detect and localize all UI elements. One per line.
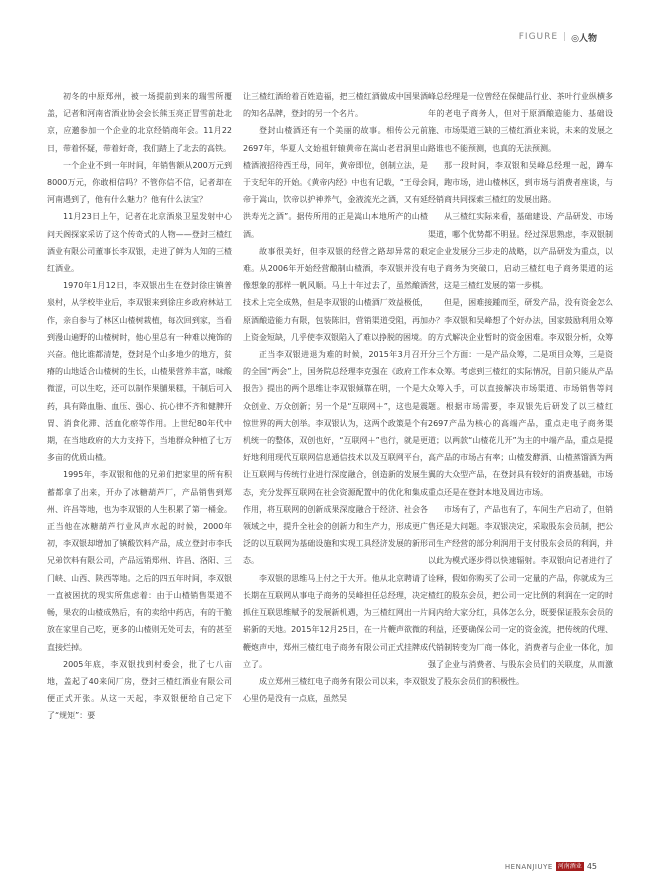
figure-label: FIGURE [518,32,559,42]
page-number: 45 [586,862,597,871]
paragraph: 2005年底，李双银找到村委会，批了七八亩地，盖起了40来间厂房，登封三楂红酒业有限公司便正式开张。从这一天起，李双银便给自己定下了“规矩”：要 [47,659,232,721]
paragraph: 峰总经理是一位曾经在保健品行业、茶叶行业纵横多年的老电子商务人，但对于原酒酿造能力、基础设施、市场渠道三缺的三楂红酒业来说，未来的发展之路谁也不能预测，也真的无法预测。 [428,92,613,153]
article-column-2 [243,88,428,707]
paragraph: 登封山楂酒还有一个美丽的故事。相传公元前2697年，华夏人文始祖轩辕黄帝在嵩山老君洞里山楂酒液招待西王母，同年，黄帝即位，创制立法，是于支纪年的开始。《黄帝内经》中也有记载，“王母会帝于嵩山，饮帝以护神养气，金液流光之酒，又有延洪寿光之酒”。据传所用的正是嵩山本地所产的山楂酒。 [243,126,428,239]
paragraph: 正当李双银进退为难的时候，2015年3月召开的全国“两会”上，国务院总经理李克强在《政府工作报告》提出的两个思维让李双银倾靠在明，一个是大众创业、万众创新；另一个是“互联网＋”，这也是震惊世界的两大创举。李双银认为，这两个政策是个有机统一的整体，双创也好，“互联网＋”也行，就是更好地利用现代互联网信息通信技术以及互联网平台，让互联网与传统行业进行深度融合，创造新的发展生态，充分发挥互联网在社会资源配置中的优化和集成作用，将互联网的创新成果深度融合于经济、社会各领域之中，提升全社会的创新力和生产力，形成更广泛的以互联网为基础设施和实现工具经济发展的新形态。 [243,350,428,566]
header-separator: | [563,32,567,42]
paragraph: 故事很美好，但李双银的经营之路却异常的艰难。从2006年开始经营酿制山楂酒，李双银并没有像想象的那样一帆风顺。马上十年过去了，虽然酿酒技术上完全成熟，但是李双银的山楂酒厂效益极低，原酒酿造能力有限，包装陈旧，营销渠道受阻，再加上资金短缺，几乎使李双银陷入了难以挣脱的困境。 [243,246,428,342]
section-label: ◎人物 [571,33,597,44]
page-header [519,30,597,44]
paragraph: 1995年，李双银和他的兄弟们把家里的所有积蓄都拿了出来，开办了冰糖葫芦厂，产品销售到郑州、许昌等地，也为李双银的人生积累了第一桶金。正当他在冰糖葫芦行业风声水起的时候，2000年初，李双银却增加了镇酸饮料产品，成立登封市李氏兄弟饮料有限公司，产品远销郑州、许昌、洛阳、三门峡、山西、陕西等地。之后的四五年时间，李双银一直被困扰的现实所焦虑着：由于山楂销售渠道不畅，果农的山楂成熟后，有的卖给中药店，有的干脆放在家里自己吃，更多的山楂则无处可去，有的甚至直接烂掉。 [47,470,232,652]
page-footer [505,862,597,871]
paragraph: 成立郑州三楂红电子商务有限公司以来，李双银心里仍是没有一点底，虽然吴 [243,676,428,704]
paragraph: 从三楂红实际来看，基础建设、产品研发、市场渠道，哪个优势都不明显。经过深思熟虑，李双银制定企业发展分三步走的战略，以产品研发为重点，以电子商务为突破口，启动三楂红电子商务渠道的运营，这是三楂红发展的第一步棋。 [428,212,613,291]
paragraph: 初冬的中原郑州，被一场提前到来的瑞雪所覆盖，记者和河南省酒业协会会长熊玉亮正冒雪前赴北京，应邀参加一个企业的北京经销商年会。11月22日，带着怀疑，带着好奇，我们踏上了北去的高铁。 [47,92,232,153]
paragraph: 11月23日上午，记者在北京酒泉卫星发射中心问天阁探家采访了这个传奇式的人物——登封三楂红酒业有限公司董事长李双银，走进了鲜为人知的三楂红酒业。 [47,212,232,274]
article-column-1 [47,88,232,725]
paragraph: 李双银的思维马上付之于大开。他从北京聘请了长期在互联网从事电子商务的吴峰担任总经理，决定抓住互联思维赋予的发展新机遇，为三楂红网出一片崭新的天地。2015年12月25日，在一片鞭声欲微的鞭炮声中，郑州三楂红电子商务有限公司正式挂牌成立了。 [243,573,428,669]
paragraph: 一个企业不到一年时间，年销售额从200万元到8000万元，你敢相信吗？不管你信不信，记者却在河南遇到了，他有什么魅力？他有什么法宝？ [47,160,232,205]
paragraph: 1970年1月12日，李双银出生在登封徐庄镇普泉村，从学校毕业后，李双银来到徐庄乡政府林站工作，亲自参与了林区山楂树栽植，每次回到家，当看到漫山遍野的山楂树时，他心里总有一种难以掩饰的兴奋。他比谁都清楚，登封是个山多地少的地方，贫瘠的山地适合山楂树的生长，山楂果营养丰富，味酸微涩，可以生吃，还可以制作果脯果糕，干制后可入药，具有降血脂、血压、强心、抗心律不齐和健脾开胃、消食化滞、活血化瘀等作用。上世纪80年代中期，在当地政府的大力支持下，当地群众种植了七万多亩的优质山楂。 [47,281,232,463]
article-column-3 [428,88,613,690]
paragraph: 让三楂红酒给着百姓造福，把三楂红酒做成中国果酒的知名品牌，登封的另一个名片。 [243,92,428,119]
paragraph: 市场有了，产品也有了，车间生产启动了，但销售还是大问题。李双银决定，采取股东会员制，把公司生产经营的部分利润用于支付股东会员的利润，并以此为模式逐步得以快速辐射。李双银向记者进行了诠释，假如你购买了公司一定量的产品，你就成为三楂红的股东会员，把公司一定比例的利润在一定的时间内给大家分红，具体怎么分，既要保证股东会员的利益，还要确保公司一定的资金流，把传统的代理、代销制转变为厂商一体化，消费者与企业一体化，加强了企业与消费者、与股东会员们的关联度，从而激发了股东会员们的积极性。 [428,504,613,686]
magazine-name: HENANJIUYE [504,862,553,871]
paragraph: 那一段时间，李双银和吴峰总经理一起，蹲车间，跑市场，进山楂林区，到市场与消费者座谈，与经销商共同探索三楂红的发展出路。 [428,160,613,205]
magazine-badge: 河南酒业 [557,863,582,870]
paragraph: 但是，困难接踵而至，研发产品，没有资金怎么办？李双银和吴峰想了个好办法，国家鼓励利用众筹的方式解决企业暂时的资金困难。李双银分析，众筹分三个方面：一是产品众筹，二是项目众筹，三是资本众筹。考虑到三楂红的实际情况，目前只能从产品众筹入手，可以直接解决市场渠道、市场销售等问题。根据市场需要，李双银先后研发了以三楂红2697产品为核心的高端产品，重点走电子商务渠道；以两款“山楂花儿开”为主的中端产品，重点是提高产品的市场占有率；山楂发酵酒、山楂蒸馏酒为两翼的大众型产品，在登封具有较好的消费基础，市场重点还是在登封本地及周边市场。 [428,298,613,497]
